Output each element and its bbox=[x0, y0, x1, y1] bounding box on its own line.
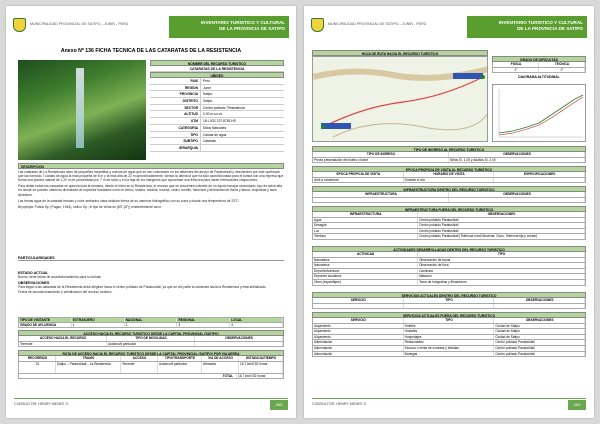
page-footer bbox=[312, 398, 586, 410]
state-head: ESTADO ACTUAL bbox=[18, 271, 49, 275]
services-outside-head: SERVICIOS ACTUALES FUERA DEL RECURSO TURISTICO bbox=[312, 312, 586, 318]
field-key: SECTOR bbox=[184, 105, 198, 110]
table-cell: Alojamiento bbox=[313, 335, 404, 340]
table-cell: Deportes acuáticos bbox=[313, 274, 418, 279]
table-cell: Toma de fotografías y filmaciones bbox=[418, 280, 585, 285]
particularities-section bbox=[18, 254, 284, 294]
page-number: 460 bbox=[270, 400, 288, 410]
description-p3: Las fresas agua de la catarata frescas y color ambarino clara dedican forma de su caminos hidrográfico con su zona y donde una temperatura de 23°C bbox=[18, 198, 239, 203]
field-row bbox=[150, 138, 284, 145]
location-head: UBIGEO bbox=[150, 72, 284, 78]
entry-table: TIPO DE INGRESO AL RECURSO TURISTICO TIPO DE INGRESO OBSERVACIONES Previa presentación del boleto o ticket Niños S/. 1.00 y Adultos S/. 2.00 bbox=[312, 146, 586, 163]
activities-head: ACTIVIDADES DESARROLLADAS DENTRO DEL RECURSO TURISTICO bbox=[312, 246, 586, 252]
sheet-title: Anexo Nº 136 FICHA TECNICA DE LAS CATARATAS DE LA RESISTENCIA bbox=[60, 48, 242, 54]
table-cell: Alojamiento bbox=[313, 324, 404, 329]
field-key: DISTRITO bbox=[182, 99, 198, 104]
infra-inside-head: INFRAESTRUCTURA DENTRO DEL RECURSO TURISTICO bbox=[312, 186, 586, 192]
table-cell: Alimentación bbox=[313, 346, 404, 351]
field-value: Caídas de agua bbox=[200, 132, 284, 138]
table-row bbox=[312, 234, 586, 240]
field-row bbox=[150, 125, 284, 132]
field-key: ALTITUD bbox=[184, 112, 198, 117]
field-key: TIPO bbox=[190, 132, 198, 137]
table-row bbox=[312, 280, 586, 286]
page-number: 463 bbox=[568, 400, 586, 410]
municipality-name: MUNICIPALIDAD PROVINCIAL DE SATIPO – JUNÍN - PERÚ bbox=[30, 22, 129, 26]
consultant-name: CONSULTOR: HENRY MENES S. bbox=[14, 402, 69, 406]
entry-row: Previa presentación del boleto o ticket Niños S/. 1.00 y Adultos S/. 2.00 bbox=[312, 158, 586, 164]
altitude-diagram-title: DIAGRAMA ALTITUDINAL bbox=[518, 75, 560, 80]
municipality-logo bbox=[13, 18, 26, 32]
observations-text: Para llegar a las cataratas de la Resistencia debe dirigirse hacia el centro poblado de Paratushiali, ya que de ahí parte la caminata hacia la Resistencia y está señalizado. bbox=[18, 285, 267, 290]
right-page bbox=[304, 6, 594, 418]
field-value: Sitios Naturales bbox=[200, 125, 284, 131]
waterfall-photo bbox=[18, 60, 146, 160]
resource-head: NOMBRE DEL RECURSO TURISTICO bbox=[150, 60, 284, 66]
table-cell: Kioscos o venta de comidas y bebidas bbox=[404, 346, 495, 351]
access-col-row: ACCESO HACIA EL RECURSO TIPO DE MOVILIDAD OBSERVACIONES bbox=[18, 336, 284, 342]
table-cell: Deporte/Aventura bbox=[313, 269, 418, 274]
inventory-banner: INVENTARIO TURISTICO Y CULTURAL DE LA PROVINCIA DE SATIPO bbox=[169, 16, 289, 38]
access-head: ACCESO HACIA EL RECURSO TURISTICO DESDE LA CAPITAL PROVINCIAL (SATIPO) bbox=[18, 330, 284, 336]
services-inside-head: SERVICIOS ACTUALES DENTRO DEL RECURSO TURISTICO bbox=[312, 292, 586, 298]
municipality-name: MUNICIPALIDAD PROVINCIAL DE SATIPO – JUNÍN - PERÚ bbox=[328, 22, 427, 26]
field-value bbox=[200, 145, 284, 151]
field-key: UTM bbox=[190, 119, 198, 124]
route-total-row: TOTAL 16.7 km/0:52 horas bbox=[18, 374, 284, 380]
field-row bbox=[150, 78, 284, 85]
table-cell: Centro poblado Paratushiali bbox=[418, 218, 585, 223]
entry-head: TIPO DE INGRESO AL RECURSO TURISTICO bbox=[312, 146, 586, 152]
table-cell: Alimentación bbox=[313, 352, 404, 357]
field-key: SUBTIPO bbox=[183, 139, 198, 144]
difficulty-head: GRADO DE DIFICULTAD bbox=[492, 56, 586, 62]
inventory-banner: INVENTARIO TURISTICO Y CULTURAL DE LA PROVINCIA DE SATIPO bbox=[467, 16, 587, 38]
difficulty-vals: 2° 2° bbox=[492, 68, 586, 74]
description-p1: Las cataratas de La Resistencia caen de pequeñas mesetillas y cuevas de agua que se van colectando en los afluentes del arroyo de Paratushiali y descienden por este quebrada que las formado 7 caídas de agua la más pequeña de 8 m y la más alta de 22 m aproximadamente, siendo la última la que ha sido acondicionada para el turista con una represa que forma una piscina natural de 1.20 m de profundidad por 7 m de radio y en la faja de los márgenes que aproximan una frescura para darse refrescantes chapuzones. bbox=[18, 170, 284, 183]
table-cell: Alojamiento bbox=[313, 329, 404, 334]
field-row bbox=[150, 118, 284, 125]
table-cell: Restaurantes bbox=[404, 340, 495, 345]
observations-head: OBSERVACIONES bbox=[18, 281, 50, 286]
route-table bbox=[18, 350, 284, 379]
field-value: 0.00 m.s.n.m. bbox=[200, 111, 284, 117]
route-head: RUTA DE ACCESO HACIA EL RECURSO TURISTICO DESDE LA CAPITAL PROVINCIAL (SATIPO) POR VIA AEREA bbox=[18, 350, 284, 356]
field-key: PROVINCIA bbox=[179, 92, 198, 97]
infra-outside-table: INFRAESTRUCTURA FUERA DEL RECURSO TURISTICO INFRAESTRUCTURA OBSERVACIONES Agua Centro poblado Paratushiali Desagüe Centro poblado Paratushiali Luz Centro poblado Paratushiali Teléfono Centro poblado Paratushiali (Telefonía móvil Movistar, Claro, Telefonía fija y celular) bbox=[312, 206, 586, 240]
table-cell: Natación bbox=[418, 274, 585, 279]
access-table bbox=[18, 330, 284, 347]
services-outside-table: SERVICIOS ACTUALES FUERA DEL RECURSO TURISTICO SERVICIO TIPO OBSERVACIONES Alojamiento Hoteles Ciudad de Satipo Alojamiento Hostales Ciudad de Satipo Alojamiento Hospedajes Ciudad de Satipo Alimentación Restaurantes Centro poblado Paratushiali Alimentación Kioscos o venta de comidas y bebidas Centro poblado Paratushiali Alimentación Bodegas Centro poblado Paratushiali bbox=[312, 312, 586, 357]
field-row bbox=[150, 105, 284, 112]
activities-table: ACTIVIDADES DESARROLLADAS DENTRO DEL RECURSO TURISTICO ACTIVIDAD TIPO Naturaleza Observación de fauna Naturaleza Observación de flora Deporte/Aventura Caminata Deportes acuáticos Natación Otros (especifique) Toma de fotografías y filmaciones bbox=[312, 246, 586, 286]
table-cell: Centro poblado Paratushiali bbox=[494, 340, 585, 345]
field-row bbox=[150, 85, 284, 92]
page-header bbox=[311, 16, 587, 42]
page-footer bbox=[14, 398, 288, 410]
visitor-table bbox=[18, 317, 284, 328]
epoch-head: EPOCA PROPICIA DE VISITA AL RECURSO TURISTICO bbox=[312, 166, 586, 172]
field-value: Perú bbox=[200, 78, 284, 84]
table-cell: Ciudad de Satipo bbox=[494, 329, 585, 334]
services-inside-table: SERVICIOS ACTUALES DENTRO DEL RECURSO TURISTICO SERVICIO TIPO OBSERVACIONES bbox=[312, 292, 586, 309]
table-cell: Ciudad de Satipo bbox=[494, 324, 585, 329]
table-cell: Naturaleza bbox=[313, 258, 418, 263]
table-cell: Desagüe bbox=[313, 223, 418, 228]
description-p4: Bryophyta: Pulsia Sp. (Pagan, 1944), cetico Sp., el tipo de clima es (83°-(8°)) evidentemente seco. bbox=[18, 204, 162, 209]
field-value: Catarata bbox=[200, 138, 284, 144]
field-row bbox=[150, 91, 284, 98]
resource-name: CATARATAS DE LA RESISTENCIA bbox=[150, 66, 284, 72]
table-cell: Observación de fauna bbox=[418, 258, 585, 263]
field-row bbox=[150, 98, 284, 105]
field-value: Satipo bbox=[200, 98, 284, 104]
table-cell: Centro poblado Paratushiali (Telefonía móvil Movistar, Claro, Telefonía fija y celular) bbox=[418, 234, 585, 239]
route-col-row: RECORRIDO TRAMO ACCESO TIPO/TRANSPORTE VIA DE ACCESO DISTANCIA/TIEMPO bbox=[18, 356, 284, 362]
access-row: Terrestre Automovil particular bbox=[18, 342, 284, 348]
altitude-diagram-drawing bbox=[493, 85, 587, 143]
table-row bbox=[312, 352, 586, 358]
affluence-row: GRADO DE AFLUENCIA 1 2 3 4 bbox=[18, 323, 284, 329]
municipality-logo bbox=[311, 18, 324, 32]
visitor-head-row: TIPO DE VISITANTE EXTRANJERO NACIONAL REGIONAL LOCAL bbox=[18, 317, 284, 323]
route-map bbox=[312, 56, 488, 142]
table-cell: Ciudad de Satipo bbox=[494, 335, 585, 340]
table-cell: Agua bbox=[313, 218, 418, 223]
state-text: Bueno, tiene obras de acondicionamiento para su turista. bbox=[18, 275, 102, 279]
infra-outside-head: INFRAESTRUCTURA FUERA DEL RECURSO TURISTICO bbox=[312, 206, 586, 212]
altitude-diagram bbox=[492, 84, 586, 142]
table-cell: Caminata bbox=[418, 269, 585, 274]
epoch-table: EPOCA PROPICIA DE VISITA AL RECURSO TURISTICO EPOCA PROPICIA DE VISITA HORARIO DE VISITA ESPECIFICACIONES Abril a noviembre Durante el día bbox=[312, 166, 586, 183]
table-cell: Luz bbox=[313, 229, 418, 234]
resource-info-table bbox=[150, 60, 284, 152]
difficulty-cols: FISICA TECNICA bbox=[492, 62, 586, 68]
left-page bbox=[6, 6, 296, 418]
table-cell: Hostales bbox=[404, 329, 495, 334]
table-cell: Centro poblado Paratushiali bbox=[494, 352, 585, 357]
field-value: Satipo bbox=[200, 91, 284, 97]
table-cell: Otros (especifique) bbox=[313, 280, 418, 285]
field-value: 18 L 532 372 8753 HS bbox=[200, 118, 284, 124]
field-key: REGION bbox=[184, 85, 198, 90]
field-value: Centro poblado ´Resistencia´ bbox=[200, 105, 284, 111]
table-cell: Hospedajes bbox=[404, 335, 495, 340]
table-cell: Naturaleza bbox=[313, 263, 418, 268]
difficulty-table bbox=[492, 56, 586, 79]
description-section bbox=[18, 163, 284, 209]
map-head: HOJA DE RUTA HACIA EL RECURSO TURISTICO bbox=[312, 50, 488, 56]
field-row bbox=[150, 111, 284, 118]
field-row bbox=[150, 132, 284, 139]
table-cell: Hoteles bbox=[404, 324, 495, 329]
table-cell: Bodegas bbox=[404, 352, 495, 357]
description-p2: Para visitar todas las cascadas se aprecia toda la semana, desde el inicio en la Resistencia, el recurso que se encuentra rodeado de un tupido bosque secundario; tipo de selva alta en donde se pueden observar diversidad de especies forestales como el cetico, shaina, bolaina, moena, cedro, tornillo, helechos y diversidad de flores y fauna, orquídeas y aves silvestres. bbox=[18, 184, 282, 197]
epoch-row: Abril a noviembre Durante el día bbox=[312, 178, 586, 184]
table-cell: Alimentación bbox=[313, 340, 404, 345]
table-cell: Centro poblado Paratushiali bbox=[418, 229, 585, 234]
route-row: 01 Satipo – Paratushiali – La Resistencia Terrestre Automovil particular Afirmada 16.7 km/0:52 horas bbox=[18, 362, 284, 374]
table-cell: Centro poblado Paratushiali bbox=[494, 346, 585, 351]
consultant-name: CONSULTOR: HENRY MENES S. bbox=[312, 402, 367, 406]
table-cell: Teléfono bbox=[313, 234, 418, 239]
table-cell: Centro poblado Paratushiali bbox=[418, 223, 585, 228]
opening-text: Fecha de acondicionamiento y señalización del recurso turístico. bbox=[18, 290, 113, 295]
field-key: CATEGORIA bbox=[178, 125, 198, 130]
field-row bbox=[150, 145, 284, 152]
field-value: Junín bbox=[200, 85, 284, 91]
field-key: JERARQUIA bbox=[178, 145, 198, 150]
infra-inside-table: INFRAESTRUCTURA DENTRO DEL RECURSO TURISTICO INFRAESTRUCTURA OBSERVACIONES bbox=[312, 186, 586, 203]
description-head: DESCRIPCION bbox=[18, 163, 284, 169]
field-key: PAIS bbox=[190, 79, 198, 83]
route-map-drawing bbox=[313, 57, 488, 142]
table-cell: Observación de flora bbox=[418, 263, 585, 268]
particularities-head: PARTICULARIDADES bbox=[18, 256, 284, 261]
page-header bbox=[13, 16, 289, 42]
